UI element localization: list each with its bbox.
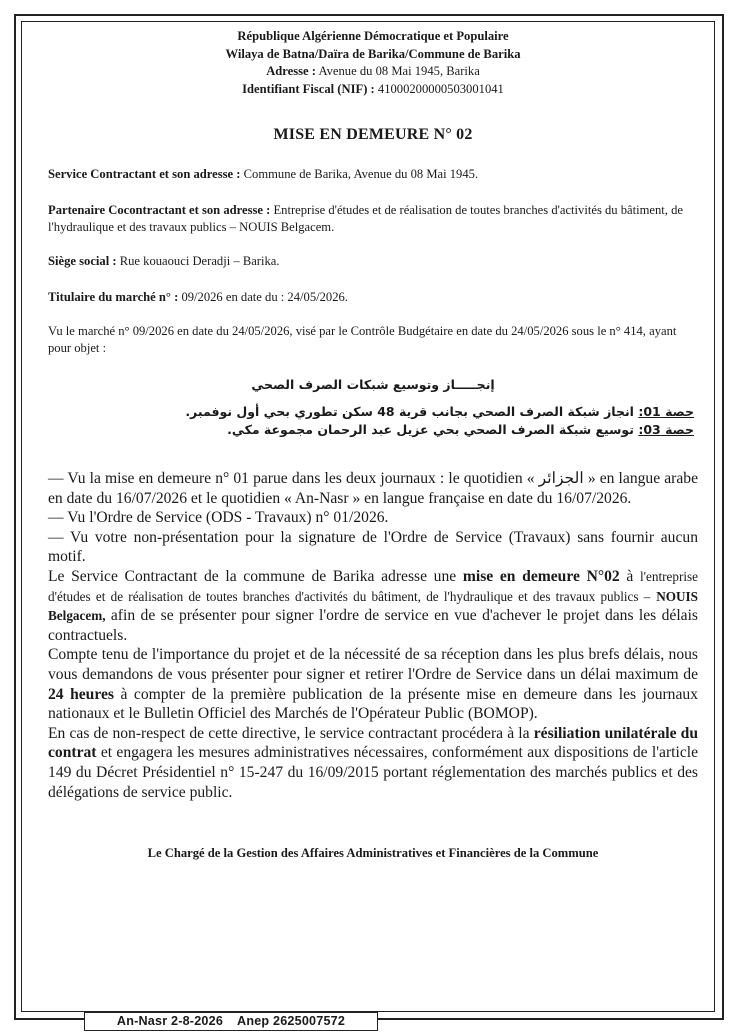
vu-mise-en-demeure-01: — Vu la mise en demeure n° 01 parue dans les deux journaux : le quotidien « الجزائر » en langue arabe en date du 16/07/2026 et le quotidien « An-Nasr » en langue française en date du 16/07/2026. xyxy=(48,470,698,507)
republic-line: République Algérienne Démocratique et Populaire xyxy=(237,29,509,43)
project-object-arabic: إنجـــــاز وتوسيع شبكات الصرف الصحي xyxy=(251,377,495,392)
wilaya-line: Wilaya de Batna/Daïra de Barika/Commune de Barika xyxy=(225,46,521,61)
body-text xyxy=(48,469,698,802)
vu-ods: — Vu l'Ordre de Service (ODS - Travaux) n° 01/2026. xyxy=(48,509,389,527)
publication-reference xyxy=(84,1012,378,1031)
vu-non-presentation: — Vu votre non-présentation pour la signature de l'Ordre de Service (Travaux) sans fournir aucun motif. xyxy=(48,528,698,566)
siege-social: Siège social : Rue kouaouci Deradji – Barika. xyxy=(48,254,280,268)
letterhead xyxy=(48,28,698,98)
address-line: Adresse : Avenue du 08 Mai 1945, Barika xyxy=(266,64,480,78)
signature-line: Le Chargé de la Gestion des Affaires Administratives et Financières de la Commune xyxy=(147,846,599,861)
annasr-reference: An-Nasr 2-8-2026 xyxy=(116,1014,224,1028)
lot-01: حصة 01: انجاز شبكة الصرف الصحي بجانب قرية 48 سكن تطوري بحي أول نوفمبر. xyxy=(185,404,694,419)
document-title: MISE EN DEMEURE N° 02 xyxy=(273,126,473,143)
vu-marche: Vu le marché n° 09/2026 en date du 24/05/2026, visé par le Contrôle Budgétaire en date du 24/05/2026 sous le n° 414, ayant pour objet : xyxy=(48,324,677,355)
anep-reference: Anep 2625007572 xyxy=(237,1014,346,1028)
paragraph-delai: Compte tenu de l'importance du projet et de la nécessité de sa réception dans les plus brefs délais, nous vous demandons de vous présenter pour signer et retirer l'Ordre de Service dans un délai maximum de 24 heures à compter de la première publication de la présente mise en demeure dans les journaux nationaux et le Bulletin Officiel des Marchés de l'Opérateur Public (BOMOP). xyxy=(48,646,698,723)
service-contractant: Service Contractant et son adresse : Commune de Barika, Avenue du 08 Mai 1945. xyxy=(48,167,479,181)
titulaire-marche: Titulaire du marché n° : 09/2026 en date du : 24/05/2026. xyxy=(48,290,348,304)
partenaire: Partenaire Cocontractant et son adresse : Entreprise d'études et de réalisation de toutes branches d'activités du bâtiment, de l'hydraulique et des travaux publics – NOUIS Belgacem. xyxy=(48,203,683,234)
document-content xyxy=(48,28,698,861)
nif-line: Identifiant Fiscal (NIF) : 41000200000503001041 xyxy=(242,81,504,96)
paragraph-mise-en-demeure: Le Service Contractant de la commune de Barika adresse une mise en demeure N°02 à l'entreprise d'études et de réalisation de toutes branches d'activités du bâtiment, de l'hydraulique et des travaux publics – NOUIS Belgacem, afin de se présenter pour signer l'ordre de service en vue d'achever le projet dans les délais contractuels. xyxy=(48,567,698,644)
lot-03: حصة 03: توسيع شبكة الصرف الصحي بحي عزيل عبد الرحمان مجموعة مكي. xyxy=(227,422,694,437)
paragraph-resiliation: En cas de non-respect de cette directive, le service contractant procédera à la résiliation unilatérale du contrat et engagera les mesures administratives nécessaires, conformément aux dispositions de l'article 149 du Décret Présidentiel n° 15-247 du 16/09/2015 portant réglementation des marchés publics et des délégations de service public. xyxy=(48,724,699,801)
